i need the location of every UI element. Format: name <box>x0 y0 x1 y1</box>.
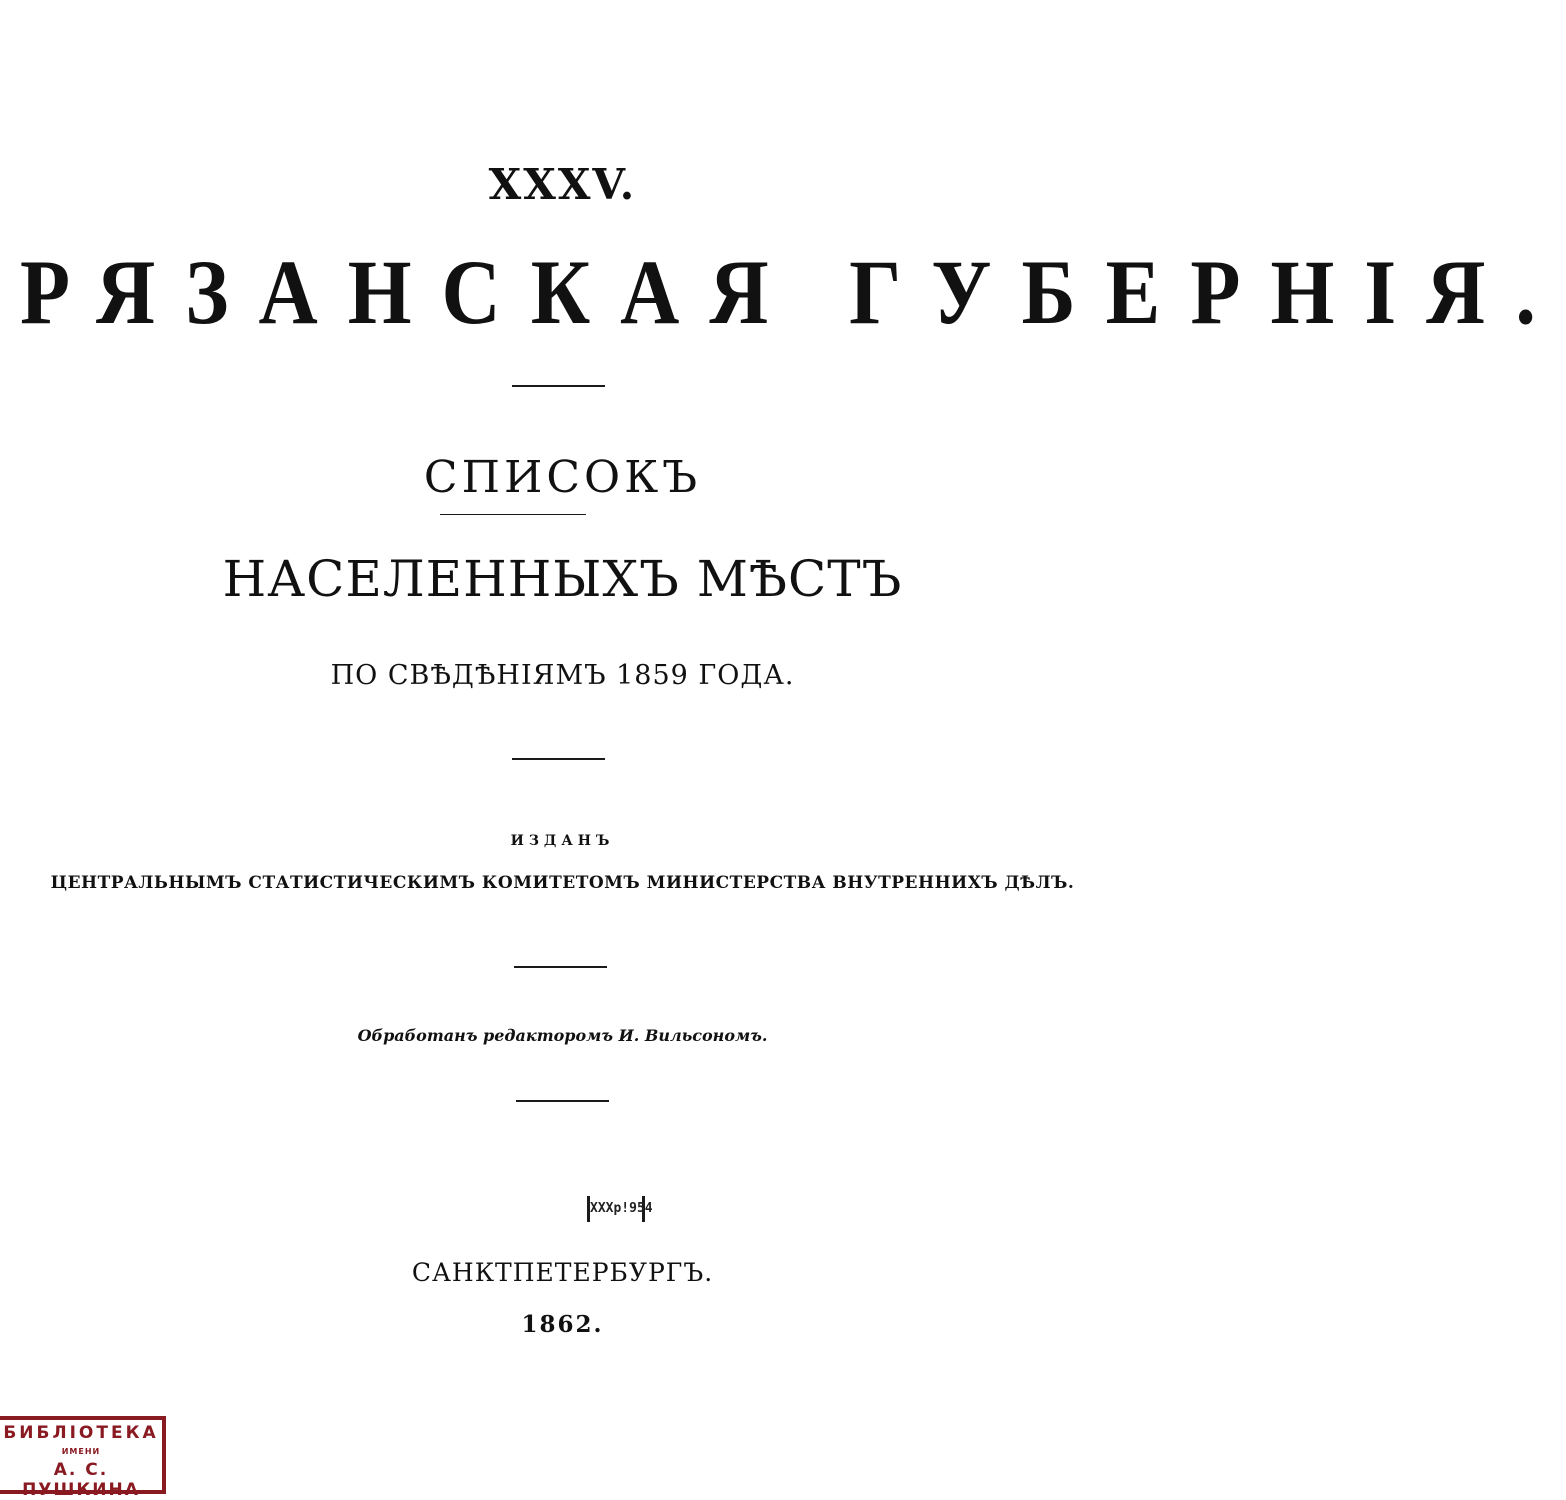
info-line: ПО СВѢДѢНІЯМЪ 1859 ГОДА. <box>330 660 795 691</box>
library-stamp <box>0 1416 166 1500</box>
committee-line: ЦЕНТРАЛЬНЫМЪ СТАТИСТИЧЕСКИМЪ КОМИТЕТОМЪ МИНИСТЕРСТВА ВНУТРЕННИХЪ ДѢЛЪ. <box>50 873 1075 893</box>
stamp-line-2: ИМЕНИ <box>61 1447 101 1456</box>
issued-by-label: ИЗДАНЪ <box>510 833 615 849</box>
province-title: РЯЗАНСКАЯ ГУБЕРНІЯ. <box>20 241 1566 344</box>
volume-number: XXXV. <box>488 160 637 209</box>
stamp-line-1: БИБЛІОТЕКА <box>3 1423 159 1443</box>
editor-line: Обработанъ редакторомъ И. Вильсономъ. <box>357 1026 768 1045</box>
list-title: СПИСОКЪ <box>423 452 702 503</box>
divider <box>440 514 586 515</box>
divider <box>516 1100 609 1102</box>
imprint-city: САНКТПЕТЕРБУРГЪ. <box>411 1258 714 1287</box>
divider <box>512 385 605 387</box>
places-title: НАСЕЛЕННЫХЪ МѢСТЪ <box>222 550 903 608</box>
shelfmark-label: ХХХр!954 <box>587 1196 645 1222</box>
divider <box>512 758 605 760</box>
divider <box>514 966 607 968</box>
imprint-year: 1862. <box>521 1311 604 1338</box>
stamp-line-3: А. С. ПУШКИНА <box>22 1460 140 1500</box>
